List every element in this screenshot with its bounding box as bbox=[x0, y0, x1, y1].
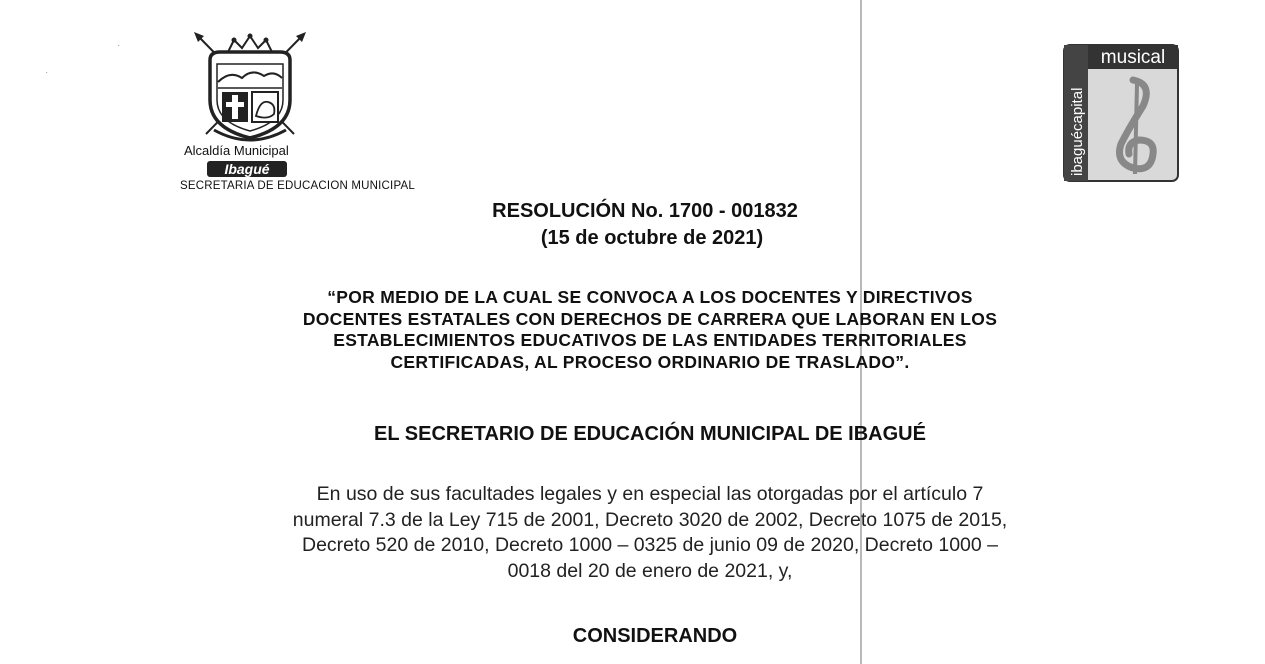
svg-text:ibaguécapital: ibaguécapital bbox=[1069, 87, 1086, 176]
svg-text:Ibagué: Ibagué bbox=[224, 161, 270, 177]
authority-line: En uso de sus facultades legales y en especial las otorgadas por el artículo 7 bbox=[316, 483, 984, 505]
alcaldia-label: Alcaldía Municipal bbox=[184, 143, 289, 158]
subject-line: “POR MEDIO DE LA CUAL SE CONVOCA A LOS DOCENTES Y DIRECTIVOS bbox=[327, 287, 973, 307]
issuer-heading: EL SECRETARIO DE EDUCACIÓN MUNICIPAL DE IBAGUÉ bbox=[374, 423, 926, 445]
resolution-subject bbox=[150, 287, 1150, 373]
authority-paragraph bbox=[190, 482, 1110, 584]
ibague-capital-musical-logo bbox=[1063, 44, 1179, 182]
coat-of-arms-logo bbox=[190, 30, 310, 148]
svg-text:musical: musical bbox=[1100, 47, 1166, 68]
ibague-wordmark bbox=[207, 160, 287, 178]
resolution-number: RESOLUCIÓN No. 1700 - 001832 bbox=[492, 200, 798, 222]
considerando-heading: CONSIDERANDO bbox=[572, 625, 738, 647]
authority-line: numeral 7.3 de la Ley 715 de 2001, Decreto 3020 de 2002, Decreto 1075 de 2015, bbox=[292, 508, 1008, 531]
resolution-heading bbox=[380, 198, 910, 252]
resolution-date: (15 de octubre de 2021) bbox=[540, 227, 764, 249]
scan-speck: · bbox=[117, 40, 121, 51]
authority-line: Decreto 520 de 2010, Decreto 1000 – 0325 de junio 09 de 2020, Decreto 1000 – bbox=[301, 534, 999, 556]
authority-line: 0018 del 20 de enero de 2021, y, bbox=[507, 559, 793, 582]
scan-speck: · bbox=[45, 67, 49, 78]
subject-line: DOCENTES ESTATALES CON DERECHOS DE CARRERA QUE LABORAN EN LOS bbox=[302, 308, 998, 329]
subject-line: CERTIFICADAS, AL PROCESO ORDINARIO DE TRASLADO”. bbox=[390, 351, 910, 372]
secretaria-label: SECRETARIA DE EDUCACION MUNICIPAL bbox=[180, 180, 415, 192]
subject-line: ESTABLECIMIENTOS EDUCATIVOS DE LAS ENTIDADES TERRITORIALES bbox=[333, 330, 967, 350]
